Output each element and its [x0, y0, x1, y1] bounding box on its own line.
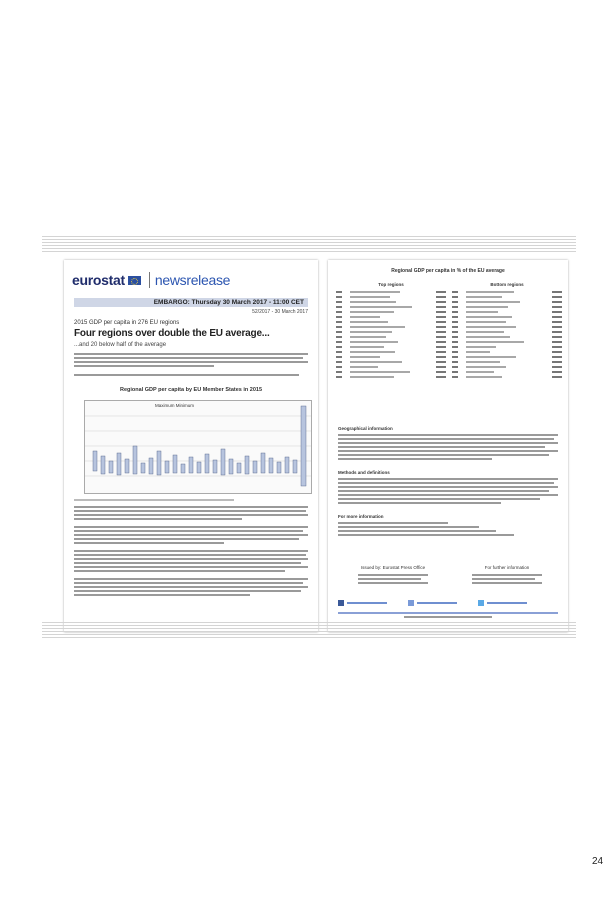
eurostat-wordmark: eurostat: [72, 272, 125, 288]
methods-heading: Methods and definitions: [338, 470, 390, 475]
methods-text: [338, 478, 558, 506]
bottom-regions-column: [452, 282, 562, 379]
social-media-row: [338, 600, 558, 606]
contact-further-info: For further information: [484, 565, 530, 570]
page-headline: Four regions over double the EU average...: [74, 328, 270, 339]
news-release-page-1: [64, 260, 318, 632]
bottom-regions-heading: Bottom regions: [490, 282, 524, 287]
contact-details-right: [472, 574, 542, 586]
more-info-text: [338, 522, 558, 538]
eu-flag-icon: [128, 276, 141, 285]
page-number: 24: [592, 856, 604, 867]
logo-divider: [149, 272, 150, 288]
news-release-page-2: [328, 260, 568, 632]
geo-info-text: [338, 434, 558, 462]
page-subheadline: ...and 20 below half of the average: [74, 342, 167, 348]
more-info-heading: For more information: [338, 514, 384, 519]
social-links-icon: [338, 600, 538, 606]
kicker-text: 2015 GDP per capita in 276 EU regions: [74, 320, 180, 326]
regional-gdp-chart: [84, 400, 312, 494]
body-text-block-4: [74, 526, 308, 546]
eurostat-logo: [72, 272, 230, 288]
table-title: Regional GDP per capita in % of the EU average: [391, 268, 505, 274]
newsrelease-wordmark: newsrelease: [154, 272, 231, 288]
top-regions-column: [336, 282, 446, 379]
chart-title: Regional GDP per capita by EU Member States in 2015: [119, 387, 263, 393]
top-regions-heading: Top regions: [378, 282, 404, 287]
chart-legend: Maximum Minimum: [155, 403, 195, 408]
slide-area: [42, 256, 576, 638]
background-lines-bottom: [42, 622, 576, 640]
body-text-block-2: [74, 374, 308, 378]
background-lines-top: [42, 236, 576, 254]
footer-line: [338, 612, 558, 620]
geographical-info-heading: Geographical information: [338, 426, 393, 431]
release-reference: 52/2017 - 30 March 2017: [252, 309, 308, 315]
body-text-block-6: [74, 578, 308, 598]
chart-bars: [85, 401, 311, 493]
contact-press-office: Issued by: Eurostat Press Office: [360, 565, 426, 570]
chart-footnote: [74, 498, 234, 503]
body-text-block-1: [74, 353, 308, 369]
body-text-block-3: [74, 506, 308, 522]
embargo-bar: EMBARGO: Thursday 30 March 2017 - 11:00 CET: [74, 298, 308, 307]
contact-details-left: [358, 574, 428, 586]
body-text-block-5: [74, 550, 308, 574]
